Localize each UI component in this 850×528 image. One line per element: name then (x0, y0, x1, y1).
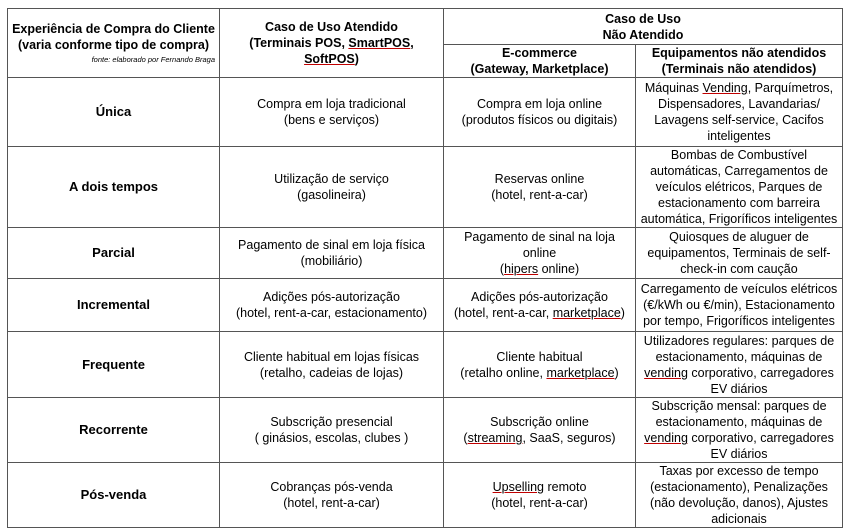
cell-ecommerce: Subscrição online (streaming, SaaS, seguros) (444, 398, 636, 463)
row-category: Incremental (8, 279, 220, 332)
header-attended-use-case (220, 9, 444, 78)
table-row (8, 398, 843, 463)
header-group-line1: Caso de Uso (605, 11, 681, 26)
header-col2-title: Caso de Uso Atendido (265, 20, 398, 34)
purchase-experience-table (7, 8, 843, 528)
row-category: Parcial (8, 228, 220, 279)
cell-equipment: Subscrição mensal: parques de estacionamento, máquinas de vending corporativo, carregadores EV diários (636, 398, 843, 463)
header-unattended-equipment (636, 45, 843, 78)
cell-equipment: Máquinas Vending, Parquímetros, Dispensadores, Lavandarias/ Lavagens self-service, Cacifos inteligentes (636, 78, 843, 147)
header-col4-title: Equipamentos não atendidos (651, 46, 827, 60)
cell-attended: Utilização de serviço (gasolineira) (220, 147, 444, 228)
cell-equipment: Bombas de Combustível automáticas, Carregamentos de veículos elétricos, Parques de estacionamento com barreira automática, Frigoríficos inteligentes (636, 147, 843, 228)
cell-ecommerce: Reservas online (hotel, rent-a-car) (444, 147, 636, 228)
header-col3-title: E-commerce (501, 46, 578, 60)
cell-ecommerce: Upselling remoto (hotel, rent-a-car) (444, 463, 636, 528)
header-unattended-group (444, 9, 843, 45)
cell-ecommerce: Adições pós-autorização (hotel, rent-a-car, marketplace) (444, 279, 636, 332)
header-group-line2: Não Atendido (602, 27, 684, 42)
table-row (8, 332, 843, 398)
header-col4-subtitle: (Terminais não atendidos) (661, 62, 817, 76)
header-col2-subtitle: (Terminais POS, SmartPOS, SoftPOS) (249, 36, 414, 66)
cell-attended: Compra em loja tradicional (bens e serviços) (220, 78, 444, 147)
table-row (8, 78, 843, 147)
cell-ecommerce: Cliente habitual (retalho online, marketplace) (444, 332, 636, 398)
table-row (8, 228, 843, 279)
row-category: Frequente (8, 332, 220, 398)
cell-equipment: Carregamento de veículos elétricos (€/kWh ou €/min), Estacionamento por tempo, Frigoríficos inteligentes (636, 279, 843, 332)
row-category: Pós-venda (8, 463, 220, 528)
table-row (8, 279, 843, 332)
cell-attended: Cliente habitual em lojas físicas (retalho, cadeias de lojas) (220, 332, 444, 398)
header-row-top (8, 9, 843, 45)
source-note: fonte: elaborado por Fernando Braga (91, 55, 215, 64)
cell-equipment: Quiosques de aluguer de equipamentos, Terminais de self- check-in com caução (636, 228, 843, 279)
cell-equipment: Utilizadores regulares: parques de estacionamento, máquinas de vending corporativo, carregadores EV diários (636, 332, 843, 398)
cell-attended: Subscrição presencial ( ginásios, escolas, clubes ) (220, 398, 444, 463)
cell-attended: Adições pós-autorização (hotel, rent-a-car, estacionamento) (220, 279, 444, 332)
header-ecommerce (444, 45, 636, 78)
header-col1-title: Experiência de Compra do Cliente (12, 22, 215, 36)
cell-attended: Pagamento de sinal em loja física (mobiliário) (220, 228, 444, 279)
table-row (8, 147, 843, 228)
row-category: Recorrente (8, 398, 220, 463)
row-category: Única (8, 78, 220, 147)
header-col3-subtitle: (Gateway, Marketplace) (470, 62, 609, 76)
header-customer-experience (8, 9, 220, 78)
header-col1-subtitle: (varia conforme tipo de compra) (17, 38, 209, 52)
table-row (8, 463, 843, 528)
cell-ecommerce: Pagamento de sinal na loja online (hipers online) (444, 228, 636, 279)
row-category: A dois tempos (8, 147, 220, 228)
cell-equipment: Taxas por excesso de tempo (estacionamento), Penalizações (não devolução, danos), Ajustes adicionais (636, 463, 843, 528)
cell-attended: Cobranças pós-venda (hotel, rent-a-car) (220, 463, 444, 528)
cell-ecommerce: Compra em loja online (produtos físicos ou digitais) (444, 78, 636, 147)
